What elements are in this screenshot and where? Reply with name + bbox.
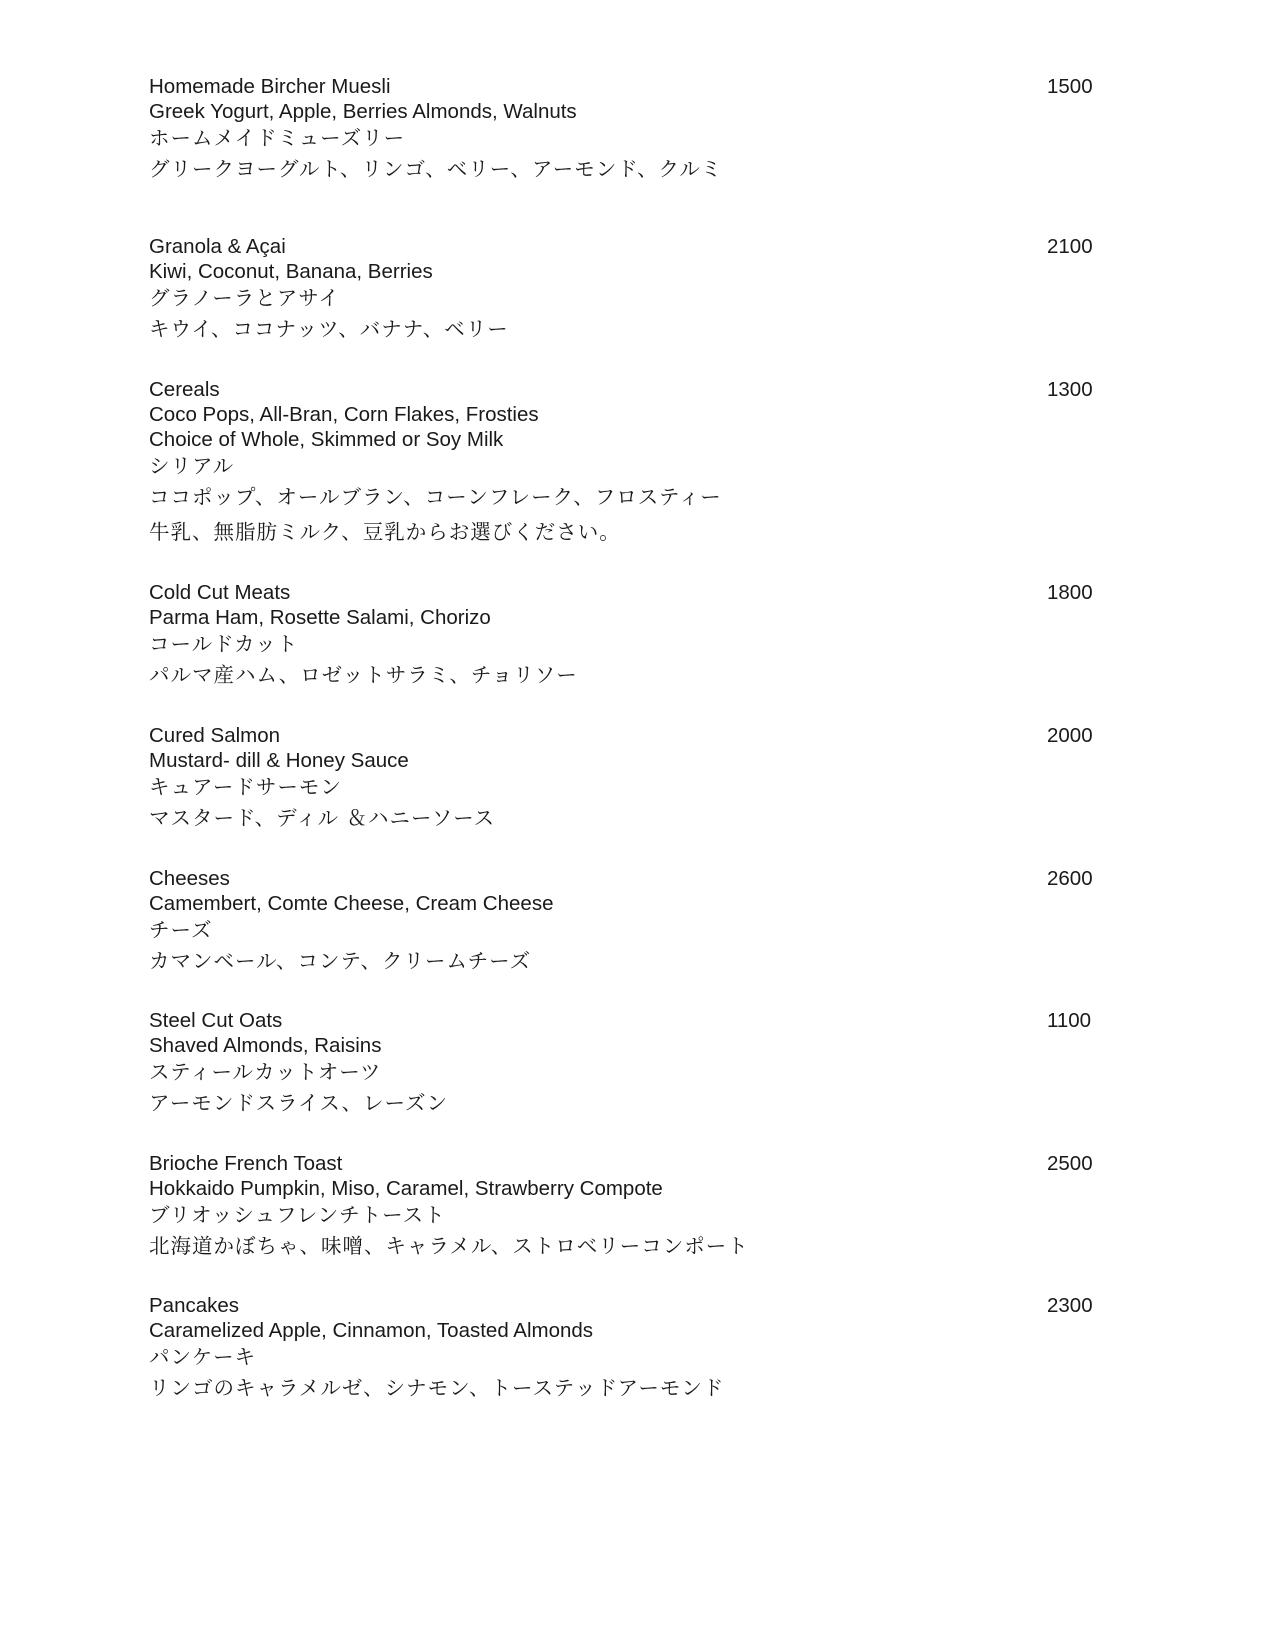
item-name-jp: コールドカット xyxy=(149,632,299,656)
item-price: 2500 xyxy=(1047,1152,1093,1175)
item-detail-jp: パルマ産ハム、ロゼットサラミ、チョリソー xyxy=(149,663,578,687)
item-name: Cereals xyxy=(149,378,220,401)
item-price: 1800 xyxy=(1047,581,1093,604)
item-name-jp: シリアル xyxy=(149,454,235,478)
item-detail-jp: 牛乳、無脂肪ミルク、豆乳からお選びください。 xyxy=(149,520,621,544)
item-detail-jp: キウイ、ココナッツ、バナナ、ベリー xyxy=(149,317,509,341)
item-price: 2100 xyxy=(1047,235,1093,258)
item-detail: Kiwi, Coconut, Banana, Berries xyxy=(149,260,433,283)
menu-item-pancakes xyxy=(149,1293,1099,1413)
item-detail: Camembert, Comte Cheese, Cream Cheese xyxy=(149,892,554,915)
item-detail-jp: アーモンドスライス、レーズン xyxy=(149,1091,448,1115)
item-detail: Parma Ham, Rosette Salami, Chorizo xyxy=(149,606,491,629)
item-price: 2300 xyxy=(1047,1294,1093,1317)
item-detail: Hokkaido Pumpkin, Miso, Caramel, Strawberry Compote xyxy=(149,1177,663,1200)
item-detail-jp: カマンベール、コンテ、クリームチーズ xyxy=(149,949,532,973)
item-detail: Mustard- dill & Honey Sauce xyxy=(149,749,409,772)
item-name: Granola & Açai xyxy=(149,235,286,258)
item-name: Pancakes xyxy=(149,1294,240,1317)
item-name-jp: スティールカットオーツ xyxy=(149,1060,382,1084)
menu-item-cold-cut-meats xyxy=(149,580,1099,723)
item-price: 1500 xyxy=(1047,75,1093,98)
item-name-jp: チーズ xyxy=(149,918,213,942)
item-name-jp: キュアードサーモン xyxy=(149,775,342,799)
menu-item-cured-salmon xyxy=(149,723,1099,866)
menu-item-bircher-muesli xyxy=(149,74,1099,234)
item-name: Cheeses xyxy=(149,867,230,890)
menu-list xyxy=(149,74,1099,1413)
item-detail-jp: 北海道かぼちゃ、味噌、キャラメル、ストロベリーコンポート xyxy=(149,1234,749,1258)
item-detail: Coco Pops, All-Bran, Corn Flakes, Frosties xyxy=(149,403,539,426)
item-price: 2000 xyxy=(1047,724,1093,747)
item-detail-jp: リンゴのキャラメルゼ、シナモン、トーステッドアーモンド xyxy=(149,1376,725,1400)
item-name: Steel Cut Oats xyxy=(149,1009,283,1032)
item-detail: Choice of Whole, Skimmed or Soy Milk xyxy=(149,428,504,451)
item-detail: Greek Yogurt, Apple, Berries Almonds, Walnuts xyxy=(149,100,577,123)
item-name-jp: ホームメイドミューズリー xyxy=(149,126,406,150)
item-name-jp: ブリオッシュフレンチトースト xyxy=(149,1203,446,1227)
item-detail-jp: ココポップ、オールブラン、コーンフレーク、フロスティー xyxy=(149,485,722,509)
item-name-jp: パンケーキ xyxy=(149,1345,257,1369)
item-name: Homemade Bircher Muesli xyxy=(149,75,391,98)
item-detail-jp: マスタード、ディル ＆ハニーソース xyxy=(149,806,496,830)
item-name: Brioche French Toast xyxy=(149,1152,343,1175)
item-name-jp: グラノーラとアサイ xyxy=(149,286,340,310)
item-detail: Shaved Almonds, Raisins xyxy=(149,1034,382,1057)
menu-item-granola-acai xyxy=(149,234,1099,377)
menu-item-steel-cut-oats xyxy=(149,1008,1099,1151)
item-price: 1300 xyxy=(1047,378,1093,401)
menu-item-cereals xyxy=(149,377,1099,580)
menu-item-brioche-french-toast xyxy=(149,1151,1099,1293)
item-detail-jp: グリークヨーグルト、リンゴ、ベリー、アーモンド、クルミ xyxy=(149,157,723,181)
item-name: Cured Salmon xyxy=(149,724,281,747)
item-price: 1100 xyxy=(1047,1009,1092,1032)
item-name: Cold Cut Meats xyxy=(149,581,291,604)
item-detail: Caramelized Apple, Cinnamon, Toasted Almonds xyxy=(149,1319,594,1342)
menu-item-cheeses xyxy=(149,866,1099,1008)
item-price: 2600 xyxy=(1047,867,1093,890)
